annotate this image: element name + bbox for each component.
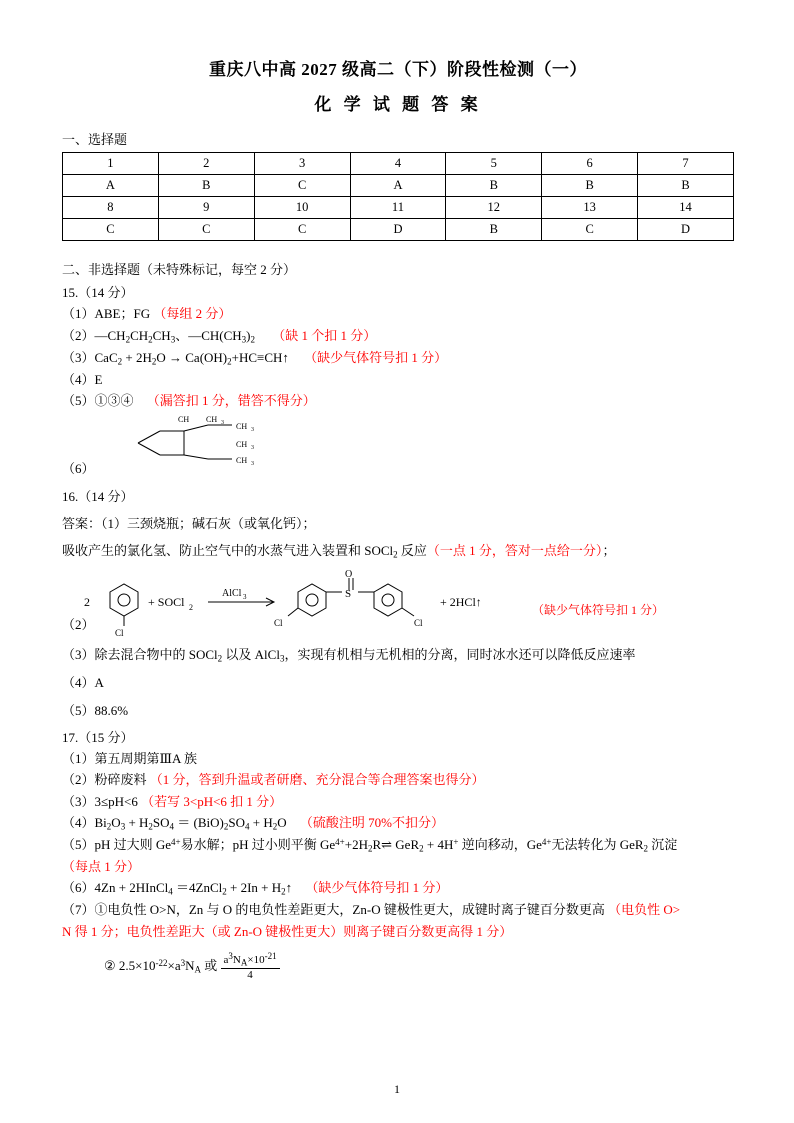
skeletal-structure-svg bbox=[120, 413, 320, 467]
question-16-line-3: （3）除去混合物中的 SOCl$_2$ 以及 AlCl$_3$，实现有机相与无机相的分离，同时冰水还可以降低反应速率 bbox=[62, 647, 636, 664]
table-cell: 8 bbox=[63, 197, 159, 219]
grading-note: （每组 2 分） bbox=[153, 306, 232, 322]
question-16-line-2 bbox=[62, 540, 734, 562]
question-17-line-2 bbox=[62, 769, 734, 790]
answer-text: 吸收产生的氯化氢、防止空气中的水蒸气进入装置和 SOCl$_2$ 反应 bbox=[62, 543, 427, 560]
answer-text: （6）4Zn + 2HInCl$_4$ ＝4ZnCl$_2$ + $2In + H_2↑$ bbox=[62, 880, 293, 897]
table-cell: C bbox=[158, 219, 254, 241]
structure-label: 3 bbox=[221, 420, 224, 427]
sulfur-atom-label: S bbox=[345, 588, 352, 601]
grading-note: （缺 1 个扣 1 分） bbox=[272, 327, 377, 343]
table-cell: 9 bbox=[158, 197, 254, 219]
table-cell: C bbox=[254, 175, 350, 197]
answer-text: （1）ABE；FG bbox=[62, 306, 151, 322]
question-17-line-1: （1）第五周期第ⅢA 族 bbox=[62, 751, 197, 767]
reactant-subscript: 2 bbox=[189, 603, 193, 613]
answer-text: （2）粉碎废料 bbox=[62, 772, 147, 788]
table-row bbox=[63, 197, 734, 219]
question-17-line-7 bbox=[62, 899, 734, 920]
reagent-label: AlCl bbox=[222, 588, 242, 600]
table-cell: C bbox=[63, 219, 159, 241]
table-row bbox=[63, 153, 734, 175]
table-cell: A bbox=[63, 175, 159, 197]
fraction-denominator: 4 bbox=[247, 969, 253, 982]
question-17-line-3 bbox=[62, 791, 734, 812]
answer-text: ； bbox=[602, 543, 616, 559]
grading-note: （硫酸注明 70%不扣分） bbox=[299, 815, 444, 831]
table-cell: B bbox=[446, 219, 542, 241]
table-cell: 4 bbox=[350, 153, 446, 175]
table-cell: D bbox=[350, 219, 446, 241]
table-cell: D bbox=[638, 219, 734, 241]
grading-note: （缺少气体符号扣 1 分） bbox=[305, 880, 449, 896]
section-1-heading: 一、选择题 bbox=[62, 132, 128, 147]
question-15-item-3 bbox=[62, 347, 734, 369]
reactant-label: + SOCl bbox=[148, 595, 185, 610]
substituent-label: Cl bbox=[274, 618, 283, 629]
byproduct-label: + 2HCl↑ bbox=[440, 595, 482, 610]
table-cell: 14 bbox=[638, 197, 734, 219]
multiple-choice-answer-table bbox=[62, 152, 734, 241]
table-cell: A bbox=[350, 175, 446, 197]
answer-text: （5）①③④ bbox=[62, 392, 134, 408]
answer-text: $(3)CaC_2 + 2H_2O$ → $Ca(OH)_2+HC\equiv CH↑$ bbox=[62, 349, 289, 366]
table-cell: 10 bbox=[254, 197, 350, 219]
table-cell: B bbox=[446, 175, 542, 197]
structure-label: CH bbox=[236, 422, 248, 432]
question-15-item-5 bbox=[62, 390, 734, 411]
question-16-number: 16.（14 分） bbox=[62, 488, 134, 504]
fraction-numerator: $a^3N_A\times 10^{-21}$ bbox=[221, 952, 280, 969]
grading-note: （1 分，答到升温或者研磨、充分混合等合理答案也得分） bbox=[149, 772, 485, 788]
table-cell: 7 bbox=[638, 153, 734, 175]
reagent-subscript: 3 bbox=[243, 593, 247, 602]
question-15-item-1 bbox=[62, 303, 734, 324]
answer-text: ② $2.5\times 10^{-22}\times a^3N_A$ 或 bbox=[104, 957, 218, 974]
table-row bbox=[63, 175, 734, 197]
table-cell: 6 bbox=[542, 153, 638, 175]
structure-label: CH bbox=[206, 415, 218, 425]
question-16-line-5: （5）88.6% bbox=[62, 702, 129, 718]
substituent-label: Cl bbox=[414, 618, 423, 629]
question-17-number: 17.（15 分） bbox=[62, 729, 134, 745]
question-16-item-2-label: （2） bbox=[62, 617, 95, 633]
table-cell: 1 bbox=[63, 153, 159, 175]
question-16-line-4: （4）A bbox=[62, 675, 104, 691]
structure-label: 3 bbox=[251, 445, 254, 452]
reaction-scheme-svg bbox=[62, 566, 734, 642]
question-15-number: 15.（14 分） bbox=[62, 285, 134, 300]
grading-note-part: （电负性 O> bbox=[608, 902, 681, 918]
table-row bbox=[63, 219, 734, 241]
oxygen-atom-label: O bbox=[345, 569, 353, 581]
stoichiometric-coefficient: 2 bbox=[84, 595, 90, 610]
table-cell: 13 bbox=[542, 197, 638, 219]
structure-label: CH bbox=[178, 415, 190, 425]
grading-note: （缺少气体符号扣 1 分） bbox=[532, 603, 665, 618]
answer-text: （7）①电负性 O>N，Zn 与 O 的电负性差距更大，Zn-O 键极性更大，成键时离子键百分数更高 bbox=[62, 902, 605, 918]
page-content bbox=[62, 55, 734, 981]
table-cell: 2 bbox=[158, 153, 254, 175]
question-16-line-1: 答案：（1）三颈烧瓶；碱石灰（或氧化钙）； bbox=[62, 515, 316, 531]
question-17-line-8 bbox=[62, 952, 734, 981]
question-17-line-6 bbox=[62, 877, 734, 899]
section-2-heading: 二、非选择题（未特殊标记，每空 2 分） bbox=[62, 262, 297, 277]
question-15-item-6: （6） bbox=[62, 461, 95, 477]
reaction-equation-diagram bbox=[62, 566, 734, 642]
page-subtitle: 化 学 试 题 答 案 bbox=[314, 95, 482, 114]
question-15-item-4: （4）E bbox=[62, 371, 103, 387]
substituent-label: Cl bbox=[115, 628, 124, 639]
structure-label: 3 bbox=[251, 427, 254, 434]
question-17-line-7-note: N 得 1 分；电负性差距大（或 Zn-O 键极性更大）则离子键百分数更高得 1 分） bbox=[62, 923, 513, 939]
grading-note: （若写 3<pH<6 扣 1 分） bbox=[141, 793, 283, 809]
structure-label: CH bbox=[236, 440, 248, 450]
table-cell: C bbox=[542, 219, 638, 241]
table-cell: B bbox=[158, 175, 254, 197]
answer-text: （3）3≤pH<6 bbox=[62, 793, 138, 809]
question-15-item-2 bbox=[62, 325, 734, 347]
structure-label: CH bbox=[236, 456, 248, 466]
table-cell: 3 bbox=[254, 153, 350, 175]
table-cell: 11 bbox=[350, 197, 446, 219]
table-cell: B bbox=[542, 175, 638, 197]
table-cell: 12 bbox=[446, 197, 542, 219]
table-cell: B bbox=[638, 175, 734, 197]
table-cell: 5 bbox=[446, 153, 542, 175]
question-17-line-5-note: （每点 1 分） bbox=[62, 859, 141, 875]
grading-note: （缺少气体符号扣 1 分） bbox=[304, 349, 448, 365]
page-number: 1 bbox=[394, 1082, 400, 1096]
answer-text: $(4)Bi_2O_3 + H_2SO_4 = (BiO)_2SO_4 + H_2O$ bbox=[62, 815, 287, 832]
grading-note: （一点 1 分，答对一点给一分） bbox=[426, 543, 603, 559]
structure-label: 3 bbox=[251, 461, 254, 468]
question-17-line-4 bbox=[62, 812, 734, 834]
grading-note: （漏答扣 1 分，错答不得分） bbox=[146, 392, 316, 408]
fraction-expression bbox=[221, 952, 280, 981]
answer-text: $(2)—CH_2CH_2CH_3$、$—CH(CH_3)_2$ bbox=[62, 327, 255, 344]
page-title: 重庆八中高 2027 级高二（下）阶段性检测（一） bbox=[209, 60, 587, 79]
table-cell: C bbox=[254, 219, 350, 241]
question-17-line-5: （5）pH 过大则 $Ge^{4+}$易水解；pH 过小则平衡 $Ge^{4+}+2H_2R\rightleftharpoons$ GeR$_2$ + 4H+ 逆向移动，$Ge^{4+}$无法转化为 GeR$_2$ 沉淀 bbox=[62, 837, 678, 854]
